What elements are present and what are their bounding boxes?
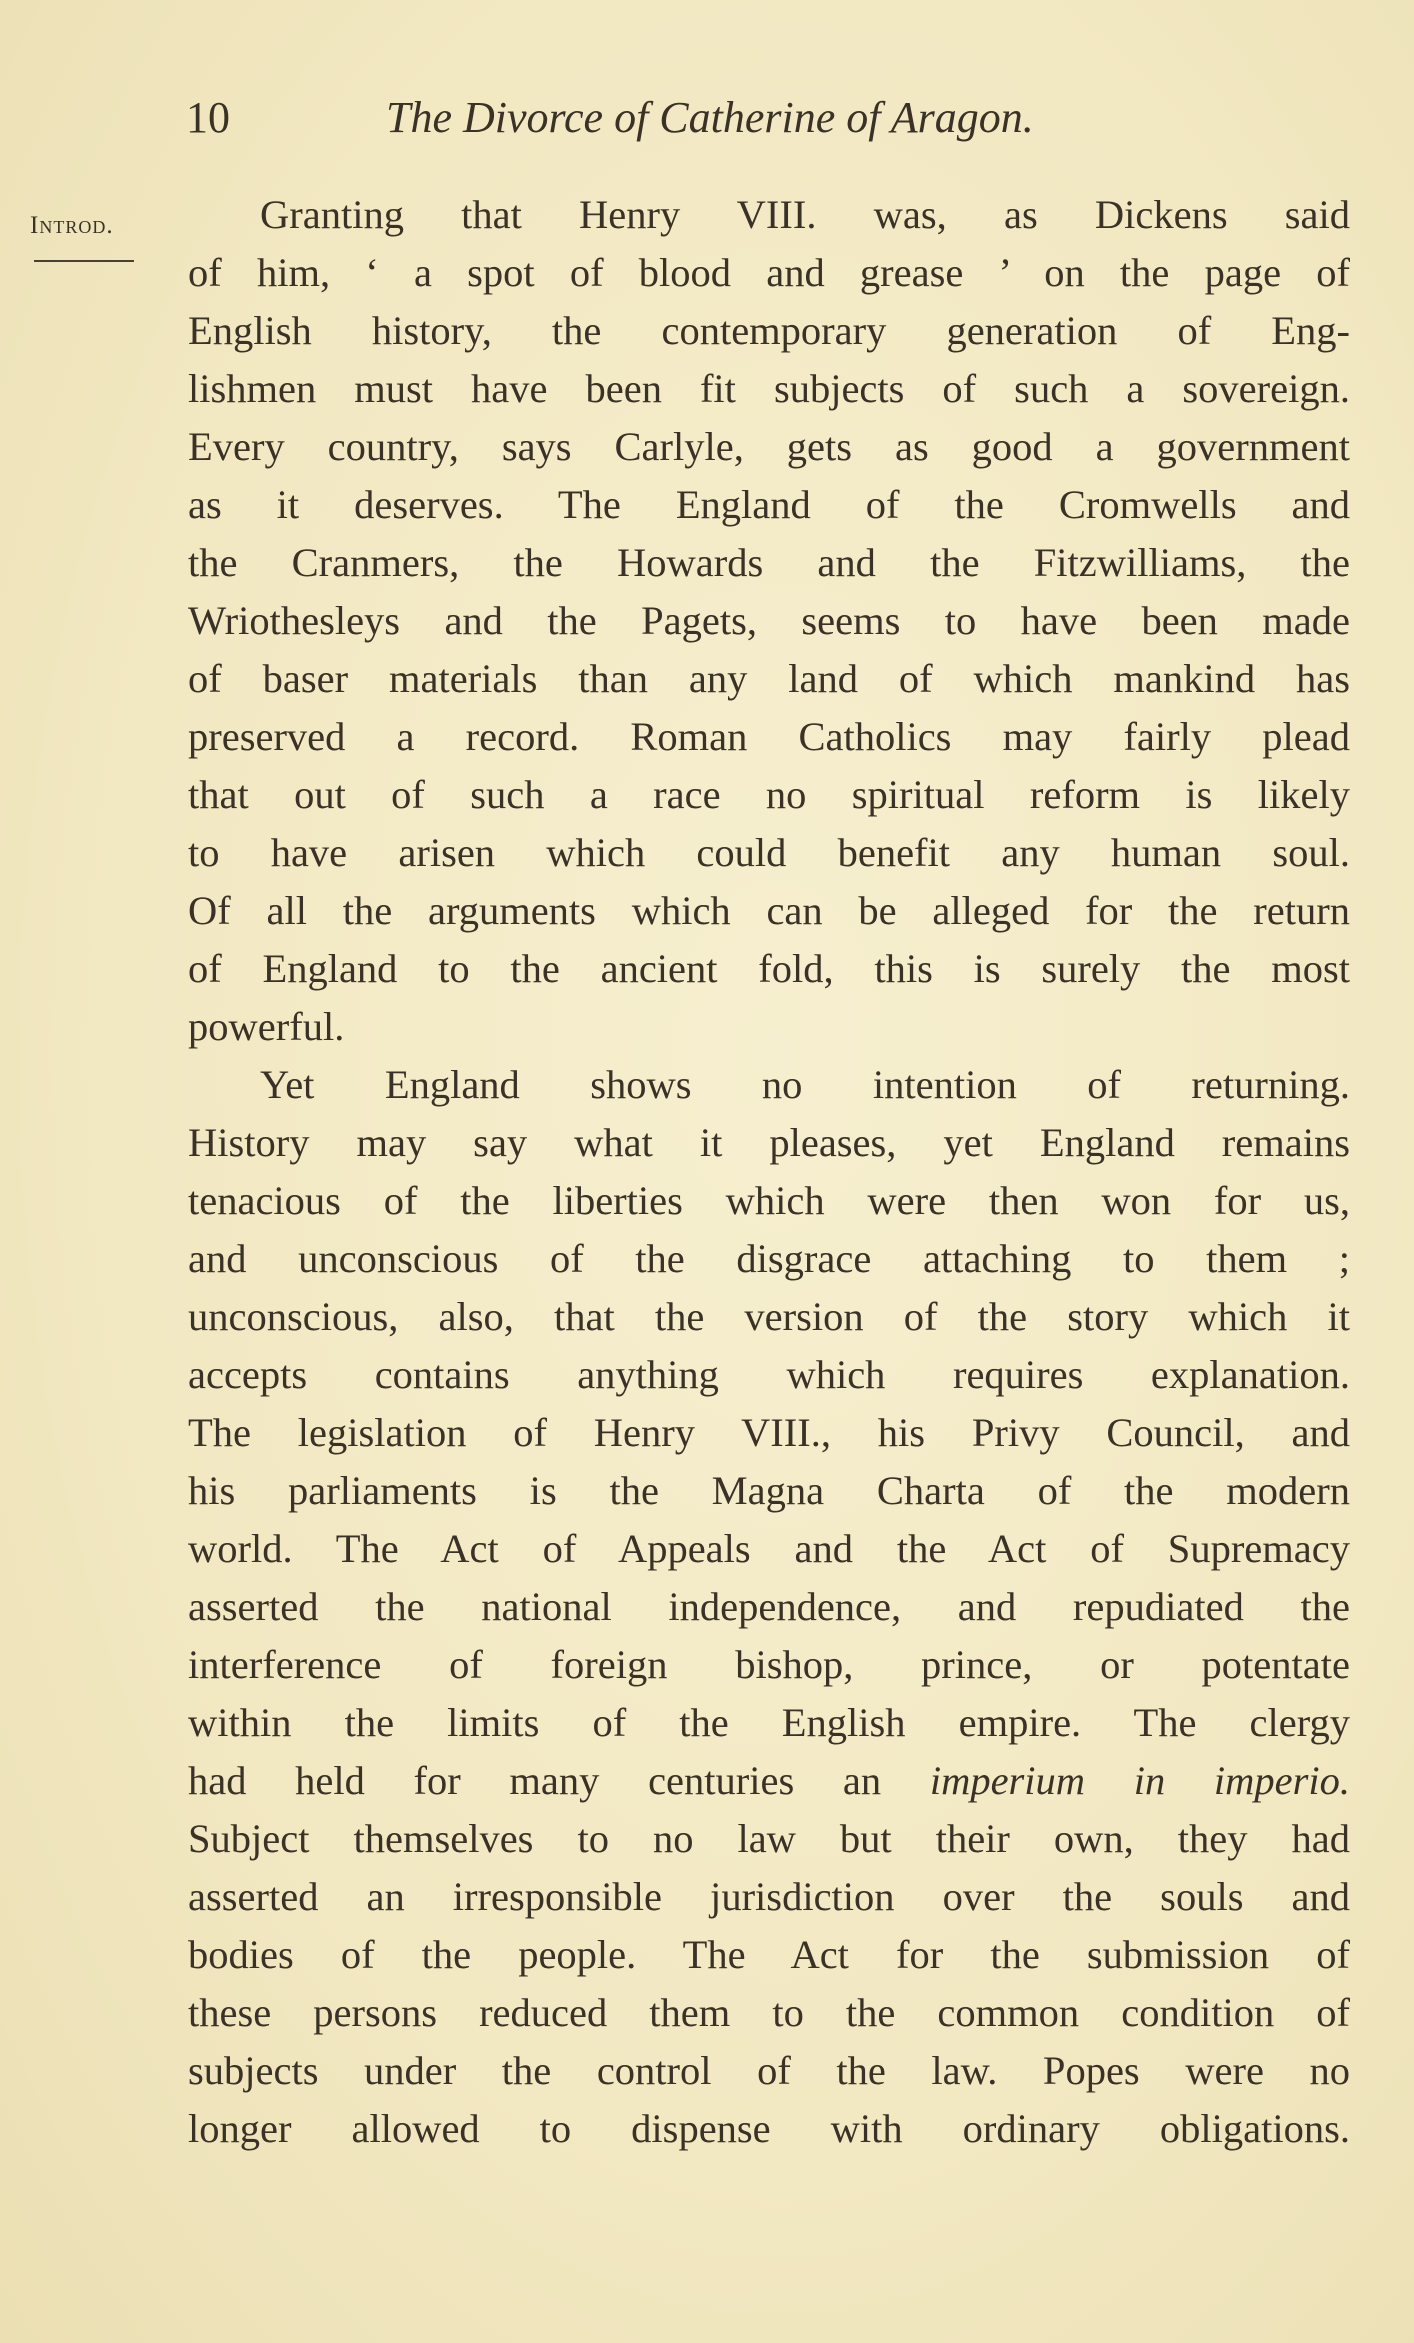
text-line: of baser materials than any land of which mankind has xyxy=(188,656,1350,701)
margin-note: Introd. xyxy=(30,212,114,239)
text-line: of England to the ancient fold, this is surely the most xyxy=(188,946,1350,991)
text-line: The legislation of Henry VIII., his Privy Council, and xyxy=(188,1410,1350,1455)
text-line: within the limits of the English empire. The clergy xyxy=(188,1700,1350,1745)
text-line: longer allowed to dispense with ordinary obligations. xyxy=(188,2106,1350,2151)
text-line: and unconscious of the disgrace attaching to them ; xyxy=(188,1236,1350,1281)
running-title: The Divorce of Catherine of Aragon. xyxy=(386,93,1034,142)
text-line: unconscious, also, that the version of the story which it xyxy=(188,1294,1350,1339)
text-line: Yet England shows no intention of returning. xyxy=(260,1062,1350,1107)
text-line: Of all the arguments which can be alleged for the return xyxy=(188,888,1350,933)
text-line-with-italic xyxy=(188,1752,1350,1810)
text-line: of him, ‘ a spot of blood and grease ’ on the page of xyxy=(188,250,1350,295)
text-line: world. The Act of Appeals and the Act of Supremacy xyxy=(188,1526,1350,1571)
margin-rule xyxy=(34,260,134,262)
text-segment: had held for many centuries an xyxy=(188,1758,930,1803)
page-header xyxy=(186,92,1366,152)
text-line: tenacious of the liberties which were then won for us, xyxy=(188,1178,1350,1223)
text-line: Wriothesleys and the Pagets, seems to have been made xyxy=(188,598,1350,643)
text-line: his parliaments is the Magna Charta of the modern xyxy=(188,1468,1350,1513)
text-line: asserted an irresponsible jurisdiction over the souls and xyxy=(188,1874,1350,1919)
text-line: lishmen must have been fit subjects of such a sovereign. xyxy=(188,366,1350,411)
body-text xyxy=(188,186,1350,2158)
page-number: 10 xyxy=(186,93,230,142)
text-line: interference of foreign bishop, prince, or potentate xyxy=(188,1642,1350,1687)
text-line: Granting that Henry VIII. was, as Dickens said xyxy=(260,192,1350,237)
text-line: that out of such a race no spiritual reform is likely xyxy=(188,772,1350,817)
text-line: bodies of the people. The Act for the submission of xyxy=(188,1932,1350,1977)
text-line: History may say what it pleases, yet England remains xyxy=(188,1120,1350,1165)
text-line: Subject themselves to no law but their own, they had xyxy=(188,1816,1350,1861)
text-line: subjects under the control of the law. Popes were no xyxy=(188,2048,1350,2093)
text-line: powerful. xyxy=(188,1004,345,1049)
text-line: preserved a record. Roman Catholics may fairly plead xyxy=(188,714,1350,759)
text-line: accepts contains anything which requires explanation. xyxy=(188,1352,1350,1397)
text-line: Every country, says Carlyle, gets as good a government xyxy=(188,424,1350,469)
text-line: to have arisen which could benefit any human soul. xyxy=(188,830,1350,875)
text-line: asserted the national independence, and repudiated the xyxy=(188,1584,1350,1629)
text-line: English history, the contemporary generation of Eng- xyxy=(188,308,1350,353)
text-line: as it deserves. The England of the Cromwells and xyxy=(188,482,1350,527)
text-line: the Cranmers, the Howards and the Fitzwilliams, the xyxy=(188,540,1350,585)
italic-phrase: imperium in imperio. xyxy=(929,1758,1350,1803)
text-line: these persons reduced them to the common condition of xyxy=(188,1990,1350,2035)
